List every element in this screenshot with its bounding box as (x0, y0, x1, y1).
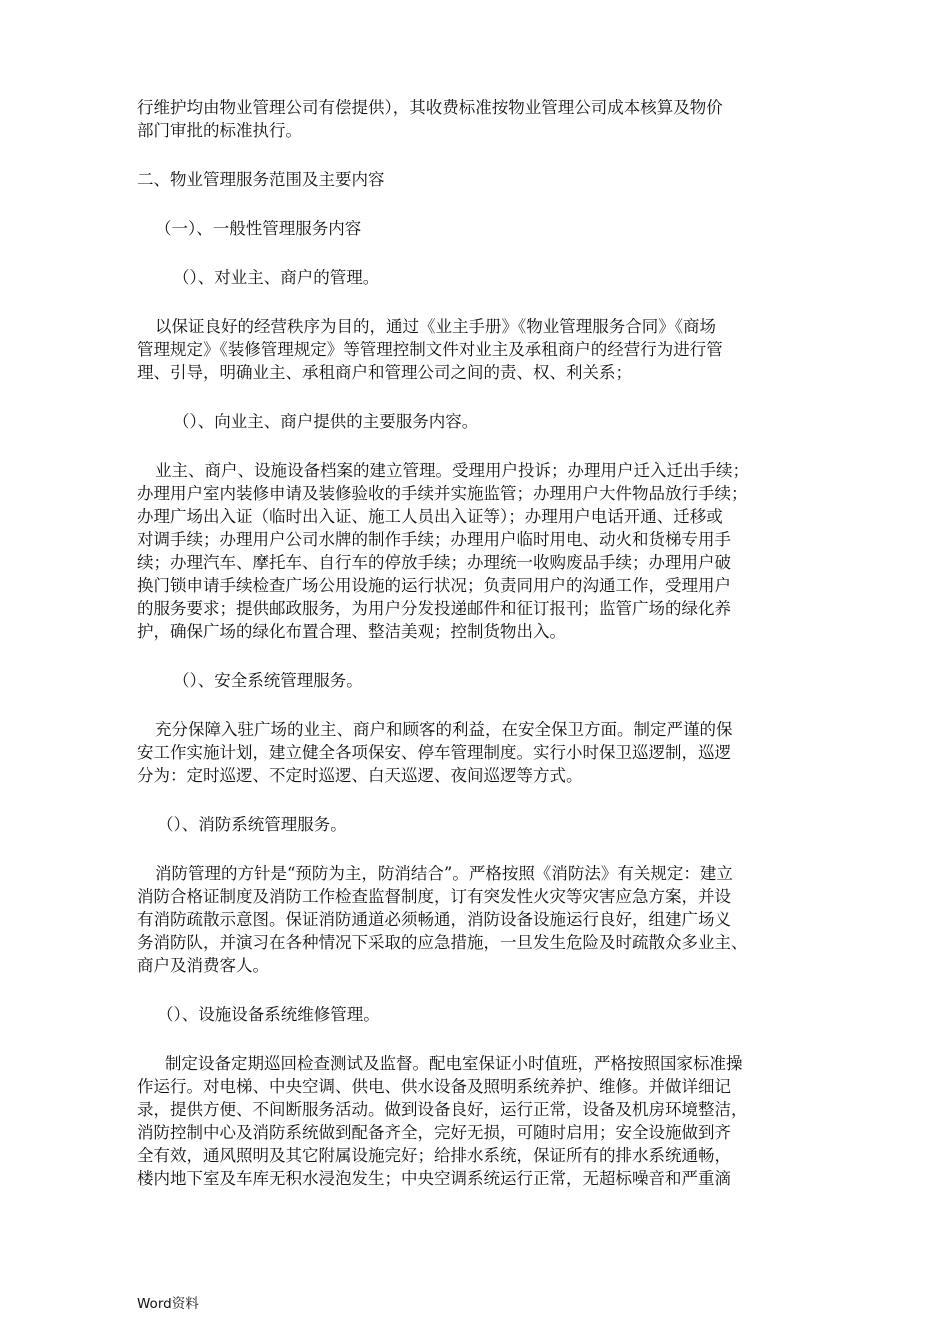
text-line: 换门锁申请手续检查广场公用设施的运行状况；负责同用户的沟通工作，受理用户 (137, 576, 731, 595)
text-line: 消防管理的方针是“预防为主，防消结合”。严格按照《消防法》有关规定：建立 (155, 864, 733, 883)
text-line: 全有效，通风照明及其它附属设施完好；给排水系统，保证所有的排水系统通畅， (137, 1146, 731, 1165)
item-title: （）、安全系统管理服务。 (173, 671, 363, 690)
section-heading (137, 168, 850, 191)
text-line: 作运行。对电梯、中央空调、供电、供水设备及照明系统养护、维修。并做详细记 (137, 1077, 731, 1096)
paragraph-fire (137, 862, 850, 977)
item-heading-owner-management (137, 266, 850, 289)
text-line: 消防合格证制度及消防工作检查监督制度，订有突发性火灾等灾害应急方案，并设 (137, 887, 731, 906)
item-heading-main-services (137, 410, 850, 433)
text-line: 以保证良好的经营秩序为目的，通过《业主手册》《物业管理服务合同》《商场 (155, 317, 716, 336)
text-line: 楼内地下室及车库无积水浸泡发生；中央空调系统运行正常，无超标噪音和严重滴 (137, 1169, 731, 1188)
paragraph-security (137, 718, 850, 787)
item-title: （）、对业主、商户的管理。 (173, 268, 380, 287)
text-line: 管理规定》《装修管理规定》等管理控制文件对业主及承租商户的经营行为进行管 (137, 340, 723, 359)
text-line: 对调手续；办理用户公司水牌的制作手续；办理用户临时用电、动火和货梯专用手 (137, 530, 731, 549)
text-line: 理、引导，明确业主、承租商户和管理公司之间的责、权、利关系； (137, 363, 632, 382)
text-line: 务消防队，并演习在各种情况下采取的应急措施，一旦发生危险及时疏散众多业主、 (137, 933, 748, 952)
item-title: （）、设施设备系统维修管理。 (157, 1005, 380, 1024)
section-title: 二、物业管理服务范围及主要内容 (137, 170, 385, 189)
text-line: 安工作实施计划，建立健全各项保安、停车管理制度。实行小时保卫巡逻制，巡逻 (137, 743, 731, 762)
text-line: 有消防疏散示意图。保证消防通道必须畅通，消防设备设施运行良好，组建广场义 (137, 910, 731, 929)
text-line: 制定设备定期巡回检查测试及监督。配电室保证小时值班，严格按照国家标准操 (165, 1054, 743, 1073)
text-line: 业主、商户、设施设备档案的建立管理。受理用户投诉；办理用户迁入迁出手续； (155, 461, 749, 480)
paragraph-fee-standard (137, 96, 850, 142)
text-line: 行维护均由物业管理公司有偿提供），其收费标准按物业管理公司成本核算及物价 (137, 98, 723, 117)
item-title: （）、向业主、商户提供的主要服务内容。 (173, 412, 479, 431)
paragraph-maintenance (137, 1052, 850, 1190)
text-line: 消防控制中心及消防系统做到配备齐全，完好无损，可随时启用；安全设施做到齐 (137, 1123, 731, 1142)
text-line: 录，提供方便、不间断服务活动。做到设备良好，运行正常，设备及机房环境整洁， (137, 1100, 748, 1119)
text-line: 护，确保广场的绿化布置合理、整洁美观；控制货物出入。 (137, 622, 566, 641)
item-heading-maintenance (137, 1003, 850, 1026)
subsection-title: （一）、一般性管理服务内容 (155, 219, 362, 238)
text-line: 续；办理汽车、摩托车、自行车的停放手续；办理统一收购废品手续；办理用户破 (137, 553, 731, 572)
paragraph-main-services (137, 459, 850, 643)
text-line: 的服务要求；提供邮政服务，为用户分发投递邮件和征订报刊；监管广场的绿化养 (137, 599, 731, 618)
text-line: 办理用户室内装修申请及装修验收的手续并实施监管；办理用户大件物品放行手续； (137, 484, 748, 503)
text-line: 部门审批的标准执行。 (137, 121, 302, 140)
text-line: 充分保障入驻广场的业主、商户和顾客的利益，在安全保卫方面。制定严谨的保 (155, 720, 733, 739)
item-heading-fire (137, 813, 850, 836)
subsection-heading (137, 217, 850, 240)
item-heading-security (137, 669, 850, 692)
page-footer: Word资料 (137, 1296, 199, 1312)
text-line: 办理广场出入证（临时出入证、施工人员出入证等）；办理用户电话开通、迁移或 (137, 507, 723, 526)
item-title: （）、消防系统管理服务。 (157, 815, 347, 834)
text-line: 分为：定时巡逻、不定时巡逻、白天巡逻、夜间巡逻等方式。 (137, 766, 583, 785)
document-page (137, 96, 850, 1216)
paragraph-owner-management (137, 315, 850, 384)
text-line: 商户及消费客人。 (137, 956, 269, 975)
